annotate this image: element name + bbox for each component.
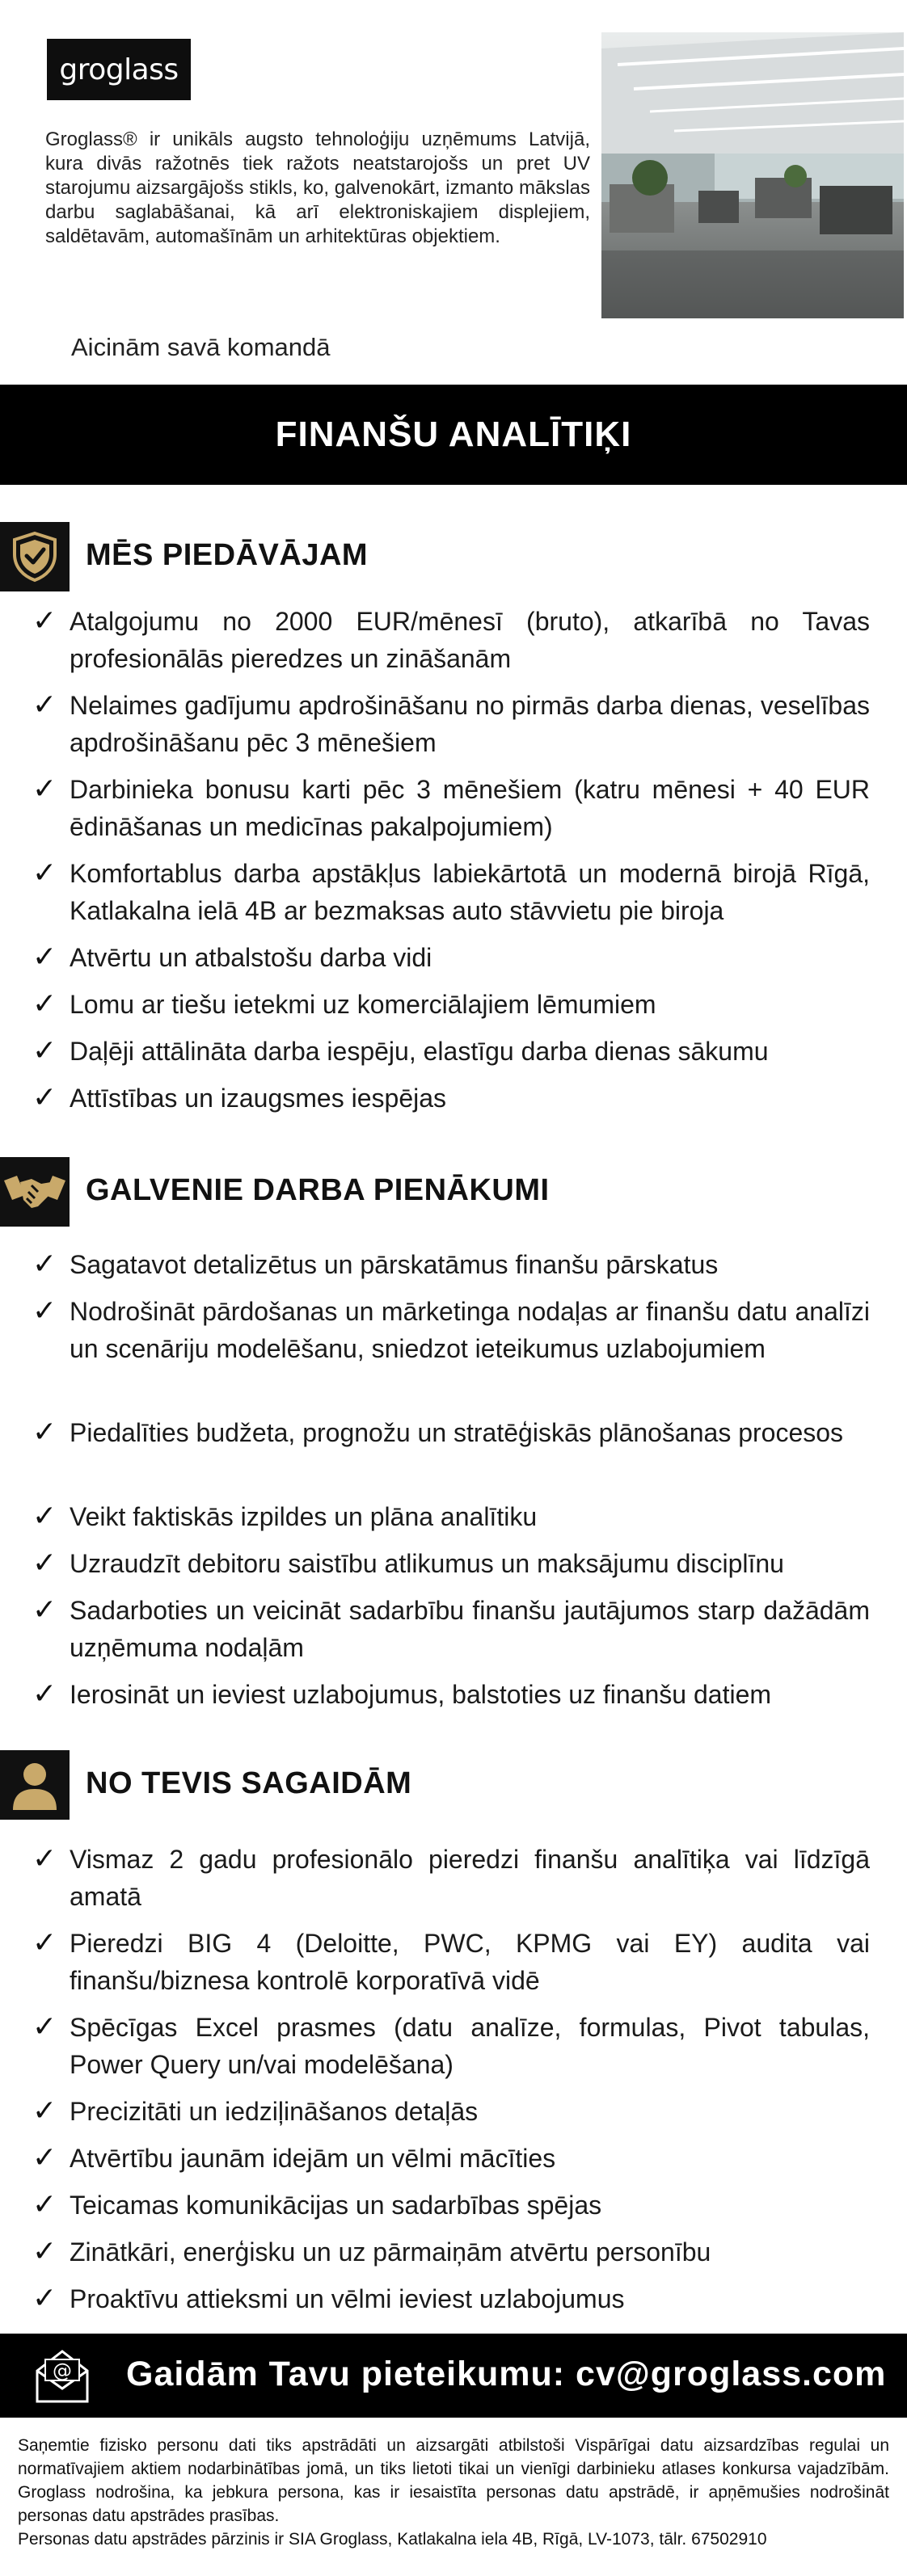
checkmark-icon: ✓ — [32, 1593, 57, 1627]
checkmark-icon: ✓ — [32, 987, 57, 1021]
checkmark-icon: ✓ — [32, 1081, 57, 1114]
header — [0, 0, 907, 380]
checkmark-icon: ✓ — [32, 2282, 57, 2315]
checkmark-icon: ✓ — [32, 857, 57, 890]
duties-section-header — [0, 1157, 907, 1227]
expect-heading: NO TEVIS SAGAIDĀM — [86, 1766, 412, 1800]
checkmark-icon: ✓ — [32, 1547, 57, 1580]
expect-section-header — [0, 1750, 907, 1820]
checkmark-icon: ✓ — [32, 1034, 57, 1067]
checkmark-icon: ✓ — [32, 1842, 57, 1875]
checkmark-icon: ✓ — [32, 772, 57, 806]
checkmark-icon: ✓ — [32, 1500, 57, 1533]
checkmark-icon: ✓ — [32, 688, 57, 722]
checkmark-icon: ✓ — [32, 1926, 57, 1959]
checkmark-icon: ✓ — [32, 1294, 57, 1328]
controller-text: Personas datu apstrādes pārzinis ir SIA Groglass, Katlakalna iela 4B, Rīgā, LV-1073, tālr. 67502910 — [18, 2530, 767, 2549]
checkmark-icon: ✓ — [32, 941, 57, 974]
checkmark-icon: ✓ — [32, 2188, 57, 2221]
checkmark-icon: ✓ — [32, 1677, 57, 1711]
person-icon — [0, 1750, 70, 1820]
company-intro: Groglass® ir unikāls augsto tehnoloģiju uzņēmums Latvijā, kura divās ražotnēs tiek ražots neatstarojošs un pret UV starojumu aizsargājošs stikls, ko, galvenokārt, izmanto mākslas darbu saglabāšanai, kā arī elektroniskajiem displejiem, saldētavām, automašīnām un arhitektūras objektiem. — [45, 128, 590, 247]
invite-text: Aicinām savā komandā — [71, 333, 331, 361]
privacy-text: Saņemtie fizisko personu dati tiks apstrādāti un aizsargāti atbilstoši Vispārīgai datu aizsardzības regulai un normatīvajiem aktiem nodarbinātības jomā, un tiks lietoti tikai un vienīgi darbinieku atlases konkursa vajadzībām. Groglass nodrošina, ka jebkura persona, kas ir iesaistīta personas datu apstrādē, ir apņēmušies nodrošināt personas datu apstrādes prasības. — [18, 2436, 889, 2525]
checkmark-icon: ✓ — [32, 604, 57, 638]
checkmark-icon: ✓ — [32, 2235, 57, 2268]
offer-heading: MĒS PIEDĀVĀJAM — [86, 538, 369, 572]
shield-check-icon — [0, 522, 70, 591]
apply-email-text[interactable]: Gaidām Tavu pieteikumu: cv@groglass.com — [126, 2355, 887, 2393]
svg-text:@: @ — [53, 2359, 72, 2382]
job-title: FINANŠU ANALĪTIĶI — [0, 385, 907, 485]
checkmark-icon: ✓ — [32, 1248, 57, 1281]
checkmark-icon: ✓ — [32, 2141, 57, 2174]
checkmark-icon: ✓ — [32, 2094, 57, 2128]
handshake-icon — [0, 1157, 70, 1227]
office-photo — [601, 32, 904, 318]
duties-heading: GALVENIE DARBA PIENĀKUMI — [86, 1173, 550, 1207]
privacy-disclaimer — [18, 2434, 889, 2551]
envelope-at-icon — [34, 2347, 91, 2405]
checkmark-icon: ✓ — [32, 2010, 57, 2044]
offer-section-header — [0, 522, 907, 591]
apply-banner — [0, 2334, 907, 2418]
groglass-logo: groglass — [47, 39, 191, 100]
checkmark-icon: ✓ — [32, 1416, 57, 1449]
